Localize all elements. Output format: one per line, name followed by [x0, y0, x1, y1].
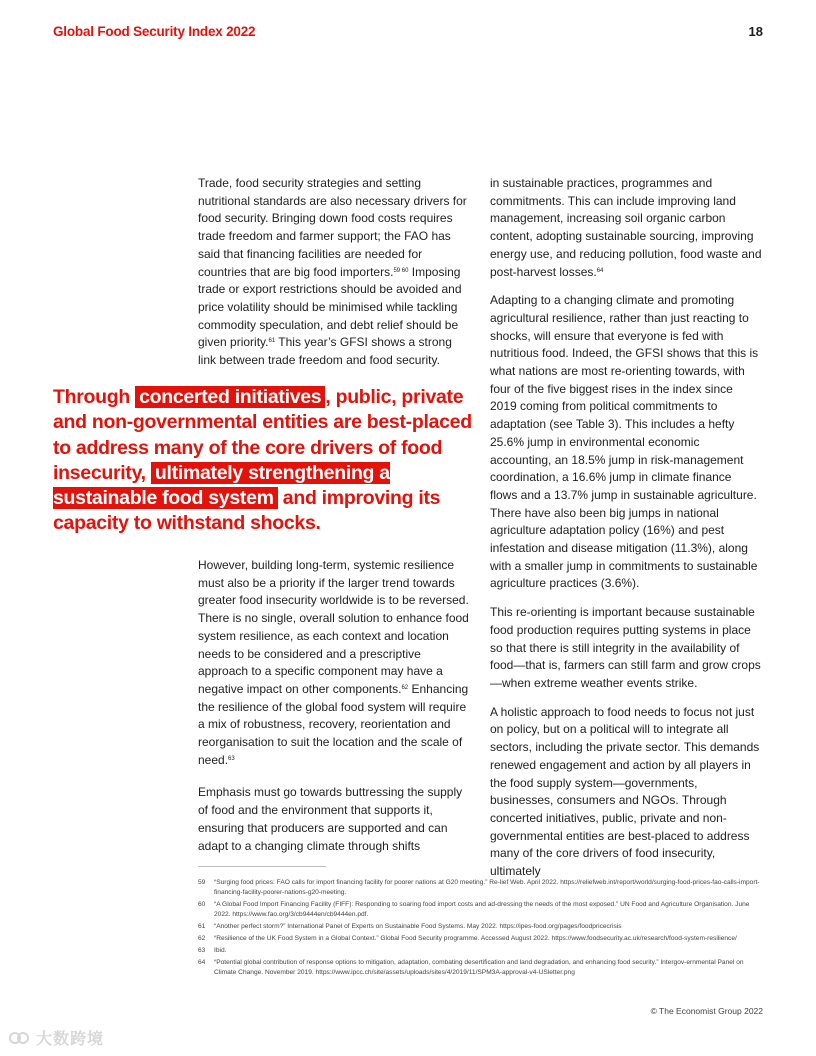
footnote-number: 60 — [198, 901, 206, 909]
footnote — [198, 922, 766, 932]
footnote-ref: 62 — [401, 684, 409, 691]
paragraph: A holistic approach to food needs to focus not just on policy, but on a political will to integrate all sectors, including the private sector. This demands renewed engagement and action by all players in the food supply system—governments, businesses, consumers and NGOs. Through concerted initiatives, public, private and non-governmental entities are best-placed to address many of the core drivers of food insecurity, ultimately — [490, 704, 760, 879]
watermark — [8, 1026, 104, 1049]
paragraph: in sustainable practices, programmes and commitments. This can include improving land management, increasing soil organic carbon content, adopting sustainable sourcing, improving energy use, and reducing pollution, food waste and post-harvest losses.$^{64}$ — [490, 176, 762, 279]
footnote-number: 62 — [198, 934, 206, 942]
footnote — [198, 878, 766, 899]
paragraph: However, building long-term, systemic resilience must also be a priority if the larger trend towards greater food insecurity worldwide is to be reversed. There is no single, overall solution to enhance food system resilience, as each context and location needs to be considered and a prescriptive approach to a specific component may have a negative impact on other components.$^{62}$ Enhancing the resilience of the global food system will require a mix of robustness, recovery, reorientation and reorganisation to suit the location and the scale of need.$^{63}$ — [198, 558, 469, 767]
footnote-text: “Resilience of the UK Food System in a Global Context.” Global Food Security programme. Accessed August 2022. https://www.foodsecurity.ac.uk/research/food-system-resilience/ — [214, 934, 737, 942]
footnote-number: 59 — [198, 879, 206, 886]
pull-quote-highlight: ultimately strengthening a sustainable food system — [53, 461, 390, 510]
footer-copyright: © The Economist Group 2022 — [650, 1006, 763, 1016]
paragraph: Emphasis must go towards buttressing the supply of food and the environment that supports it, ensuring that producers are supported and can adapt to a changing climate through shifts — [198, 785, 463, 853]
watermark-logo-icon — [8, 1028, 30, 1048]
footnote-ref: 64 — [596, 267, 604, 274]
right-column — [490, 175, 762, 881]
footnotes — [198, 878, 766, 980]
paragraph: This re-orienting is important because sustainable food production requires putting systems in place so that there is still integrity in the availability of food—that is, farmers can still farm and grow crops—when extreme weather events strike. — [490, 605, 761, 690]
pull-quote-highlight: concerted initiatives — [135, 386, 325, 408]
pull-quote: Through concerted initiatives , public, private and non-governmental entities are best-placed to address many of the core drivers of food insecurity, ultimately strengthening a sustainable food system and improving its capacity to withstand shocks. — [53, 386, 472, 535]
page-number: 18 — [748, 24, 763, 39]
footnote — [198, 934, 766, 944]
footnote-number: 61 — [198, 923, 206, 931]
paragraph: Adapting to a changing climate and promoting agricultural resilience, rather than just reacting to shocks, will ensure that everyone is fed with nutritious food. Indeed, the GFSI shows that this is what nations are most re-orienting towards, with four of the five biggest rises in the index since 2019 coming from political commitments to adaptation (see Table 3). This includes a hefty 25.6% jump in environmental economic accounting, an 18.5% jump in risk-management coordination, a 16.6% jump in climate finance flows and a 13.7% jump in sustainable agriculture. There have also been big jumps in national agriculture adaptation policy (16%) and pest infestation and disease mitigation (11.3%), along with a smaller jump in commitments to sustainable agriculture practices (3.6%). — [490, 293, 759, 591]
footnote-number: 63 — [198, 946, 206, 954]
header-title: Global Food Security Index 2022 — [53, 24, 256, 39]
footnote-text: “Surging food prices: FAO calls for import financing facility for poorer nations at G20 meeting.” Re-lief Web. April 2022. https://reliefweb.int/report/world/surging-food-prices-fao-calls-import-financing-facility-poorer-nations-g20-meeting. — [214, 879, 760, 897]
left-column-top — [198, 175, 470, 370]
footnote — [198, 958, 766, 979]
footnote-text: “A Global Food Import Financing Facility (FIFF): Responding to soaring food import costs and ad-dressing the needs of the most exposed.” UN Food and Agriculture Organisation. June 2022. https://www.fao.org/3/cb9444en/cb9444en.pdf. — [214, 901, 750, 919]
footnote-divider — [198, 866, 326, 867]
footnote-text: Ibid. — [214, 946, 227, 954]
footnote-ref: 61 — [268, 338, 276, 345]
footnote-text: “Potential global contribution of response options to mitigation, adaptation, combating desertification and land degradation, and enhancing food security.” Intergov-ernmental Panel on Climate Change. November 2019. https://www.ipcc.ch/site/assets/uploads/sites/4/2019/11/SPM3A-approval-v4-USletter.png — [214, 958, 744, 976]
footnote-number: 64 — [198, 958, 206, 966]
footnote — [198, 900, 766, 921]
footnote — [198, 946, 766, 956]
footnote-ref: 59 60 — [393, 267, 409, 274]
footnote-text: “Another perfect storm?” International Panel of Experts on Sustainable Food Systems. May 2022. https://ipes-food.org/pages/foodpricecrisis — [214, 923, 622, 931]
left-column-bottom — [198, 557, 472, 855]
footnote-ref: 63 — [228, 755, 235, 762]
paragraph: Trade, food security strategies and setting nutritional standards are also necessary drivers for food security. Bringing down food costs requires trade freedom and farmer support; the FAO has said that financing facilities are needed for countries that are big food importers.$^{59 60}$ Imposing trade or export restrictions should be avoided and price volatility should be minimised while tackling commodity speculation, and debt relief should be given priority.$^{61}$ This year’s GFSI shows a strong link between trade freedom and food security. — [198, 176, 467, 368]
watermark-text: 大数跨境 — [36, 1029, 105, 1048]
